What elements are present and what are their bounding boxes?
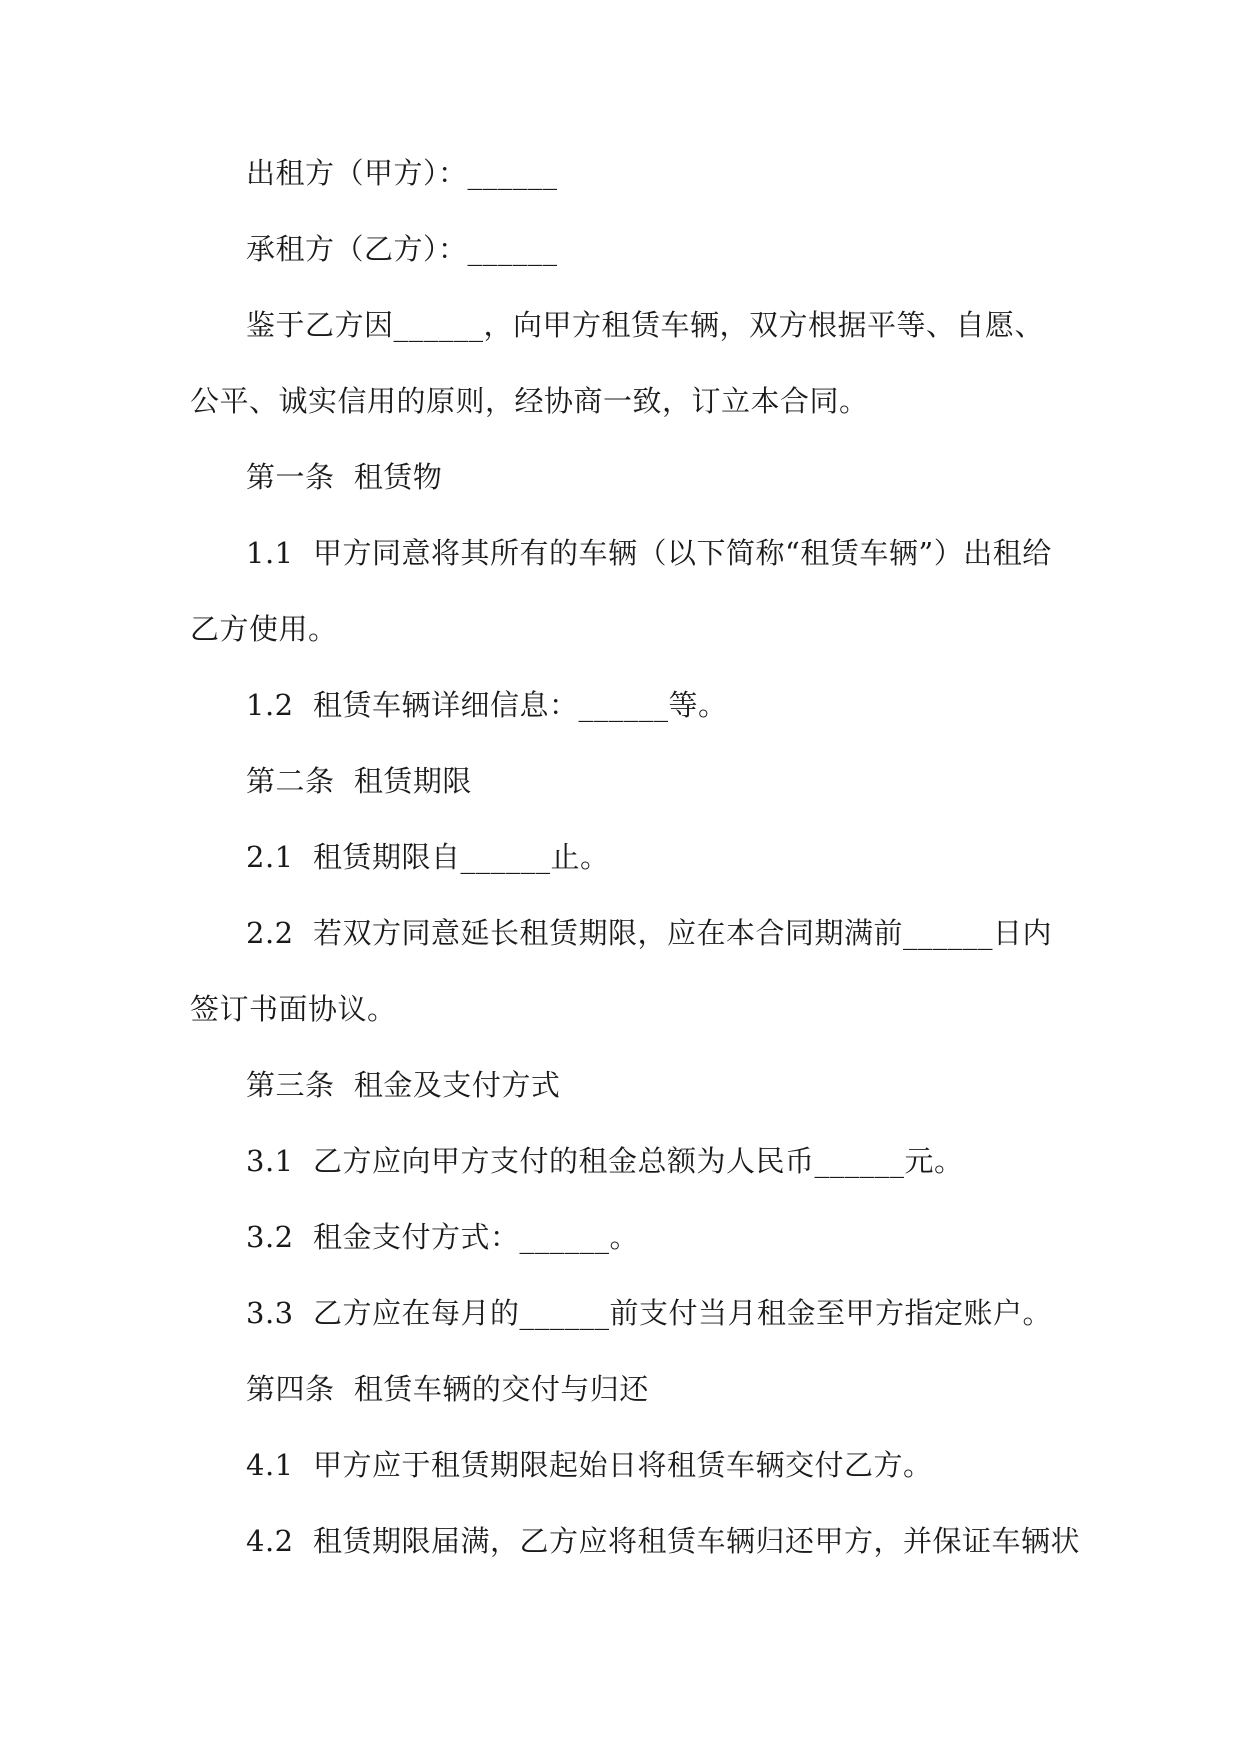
clause-3-3: 3.3 乙方应在每月的______前支付当月租金至甲方指定账户。: [246, 1296, 1053, 1330]
lessor-line: 出租方（甲方）：______: [246, 156, 558, 190]
clause-2-1: 2.1 租赁期限自______止。: [246, 840, 610, 874]
clause-3-2: 3.2 租金支付方式：______。: [246, 1220, 640, 1254]
clause-1-1-line-1: 1.1 甲方同意将其所有的车辆（以下简称“租赁车辆”）出租给: [246, 536, 1052, 570]
article-4-heading: 第四条 租赁车辆的交付与归还: [246, 1372, 649, 1406]
clause-1-2: 1.2 租赁车辆详细信息：______等。: [246, 688, 728, 722]
lessee-line: 承租方（乙方）：______: [246, 232, 558, 266]
article-1-heading: 第一条 租赁物: [246, 460, 443, 494]
preamble-line-2: 公平、诚实信用的原则，经协商一致，订立本合同。: [190, 384, 869, 418]
article-3-heading: 第三条 租金及支付方式: [246, 1068, 561, 1102]
article-2-heading: 第二条 租赁期限: [246, 764, 472, 798]
clause-3-1: 3.1 乙方应向甲方支付的租金总额为人民币______元。: [246, 1144, 964, 1178]
clause-2-2-line-2: 签订书面协议。: [190, 992, 397, 1026]
preamble-line-1: 鉴于乙方因______，向甲方租赁车辆，双方根据平等、自愿、: [246, 308, 1045, 342]
clause-4-1: 4.1 甲方应于租赁期限起始日将租赁车辆交付乙方。: [246, 1448, 933, 1482]
clause-4-2-line-1: 4.2 租赁期限届满，乙方应将租赁车辆归还甲方，并保证车辆状: [246, 1524, 1081, 1558]
clause-1-1-line-2: 乙方使用。: [190, 612, 338, 646]
clause-2-2-line-1: 2.2 若双方同意延长租赁期限，应在本合同期满前______日内: [246, 916, 1053, 950]
